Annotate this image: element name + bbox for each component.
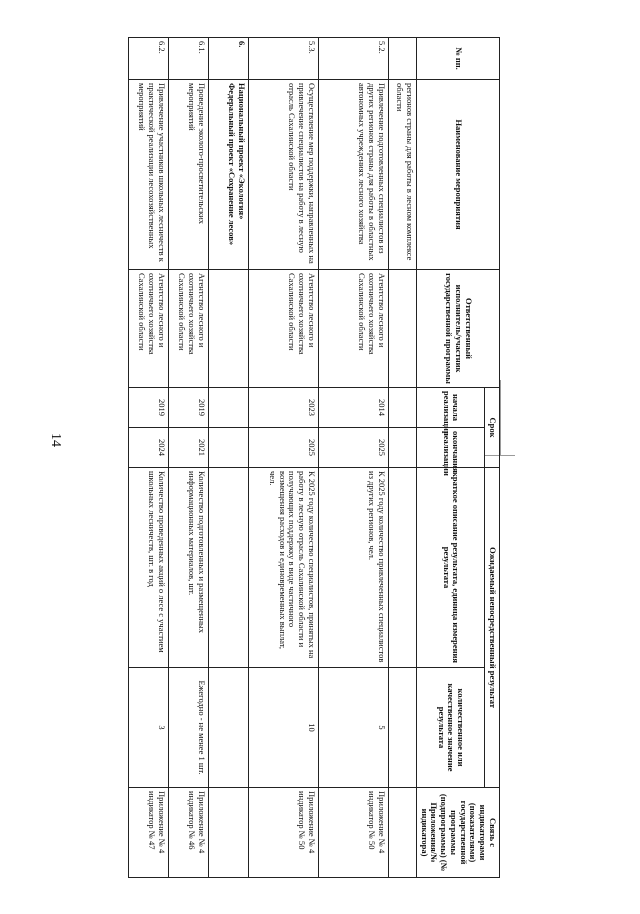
header-term: Срок xyxy=(485,388,500,468)
cell-exec xyxy=(388,270,416,388)
cell-name: Осуществление мер поддержки, направленных на привлечение специалистов на работу в лесную отрасль Сахалинской области xyxy=(248,80,318,270)
cell-num: 6.1. xyxy=(168,38,208,80)
cell-end: 2025 xyxy=(248,428,318,468)
table-row xyxy=(128,38,168,878)
cell-link xyxy=(208,788,248,878)
table-row xyxy=(318,38,388,878)
cell-short: Количество проведенных акций о лесе с участием школьных лесничеств, шт. в год xyxy=(128,468,168,668)
cell-short xyxy=(208,468,248,668)
cell-name: регионов страны для работы в лесном комплексе области xyxy=(388,80,416,270)
header-start: начала реализации xyxy=(416,388,484,428)
cell-num: 6. xyxy=(208,38,248,80)
cell-exec: Агентство лесного и охотничьего хозяйства Сахалинской области xyxy=(168,270,208,388)
cell-quant: 10 xyxy=(248,668,318,788)
cell-link: Приложение № 4 индикатор № 50 xyxy=(318,788,388,878)
cell-start: 2019 xyxy=(128,388,168,428)
cell-num: 6.2. xyxy=(128,38,168,80)
cell-name: Проведение эколого-просветительских мероприятий xyxy=(168,80,208,270)
cell-quant xyxy=(208,668,248,788)
cell-end xyxy=(388,428,416,468)
cell-num: 5.2. xyxy=(318,38,388,80)
header-end: окончания реализации xyxy=(416,428,484,468)
cell-num: 5.3. xyxy=(248,38,318,80)
header-short-description: краткое описание результата, единица измерения результата xyxy=(416,468,484,668)
header-quantitative: количественное или качественное значение результата xyxy=(416,668,484,788)
cell-name: Привлечение участников школьных лесничеств к практической реализации лесохозяйственных мероприятий xyxy=(128,80,168,270)
cell-quant: Ежегодно - не менее 1 шт. xyxy=(168,668,208,788)
header-executor: Ответственный исполнитель/участник государственной программы xyxy=(416,270,499,388)
header-expected: Ожидаемый непосредственный результат xyxy=(485,468,500,788)
cell-start xyxy=(208,388,248,428)
table-row xyxy=(208,38,248,878)
pencil-mark xyxy=(500,380,501,455)
cell-exec: Агентство лесного и охотничьего хозяйства Сахалинской области xyxy=(248,270,318,388)
cell-start: 2014 xyxy=(318,388,388,428)
table-row xyxy=(168,38,208,878)
table-row xyxy=(248,38,318,878)
header-name: Наименование мероприятия xyxy=(416,80,499,270)
cell-end xyxy=(208,428,248,468)
cell-link xyxy=(388,788,416,878)
cell-start: 2023 xyxy=(248,388,318,428)
cell-link: Приложение № 4 индикатор № 46 xyxy=(168,788,208,878)
cell-end: 2021 xyxy=(168,428,208,468)
cell-end: 2024 xyxy=(128,428,168,468)
cell-name: Привлечение подготовленных специалистов из других регионов страны для работы в областных автономных учреждениях лесного хозяйства xyxy=(318,80,388,270)
cell-short: К 2025 году количество привлеченных специалистов из других регионов, чел. xyxy=(318,468,388,668)
activities-table-rotated xyxy=(137,37,500,877)
cell-exec: Агентство лесного и охотничьего хозяйства Сахалинской области xyxy=(128,270,168,388)
cell-quant xyxy=(388,668,416,788)
activities-table xyxy=(128,37,500,878)
header-link: Связь с индикаторами (показателями) государственной программы (подпрограммы) (№ Приложения/№ индикатора) xyxy=(416,788,499,878)
cell-short xyxy=(388,468,416,668)
cell-short: К 2025 году количество специалистов, принятых на работу в лесную отрасль Сахалинской области и получающих поддержку в виде частичного возмещения расходов и единовременных выплат, чел. xyxy=(248,468,318,668)
cell-short: Количество подготовленных и размещенных информационных материалов, шт. xyxy=(168,468,208,668)
cell-exec: Агентство лесного и охотничьего хозяйства Сахалинской области xyxy=(318,270,388,388)
cell-end: 2025 xyxy=(318,428,388,468)
header-num: № пп. xyxy=(416,38,499,80)
cell-exec xyxy=(208,270,248,388)
cell-num xyxy=(388,38,416,80)
cell-quant: 5 xyxy=(318,668,388,788)
cell-start: 2019 xyxy=(168,388,208,428)
cell-link: Приложение № 4 индикатор № 50 xyxy=(248,788,318,878)
cell-start xyxy=(388,388,416,428)
table-row xyxy=(388,38,416,878)
page-number: 14 xyxy=(48,433,63,447)
cell-name: Национальный проект «Экология» Федеральный проект «Сохранение лесов» xyxy=(208,80,248,270)
cell-link: Приложение № 4 индикатор № 47 xyxy=(128,788,168,878)
cell-quant: 3 xyxy=(128,668,168,788)
